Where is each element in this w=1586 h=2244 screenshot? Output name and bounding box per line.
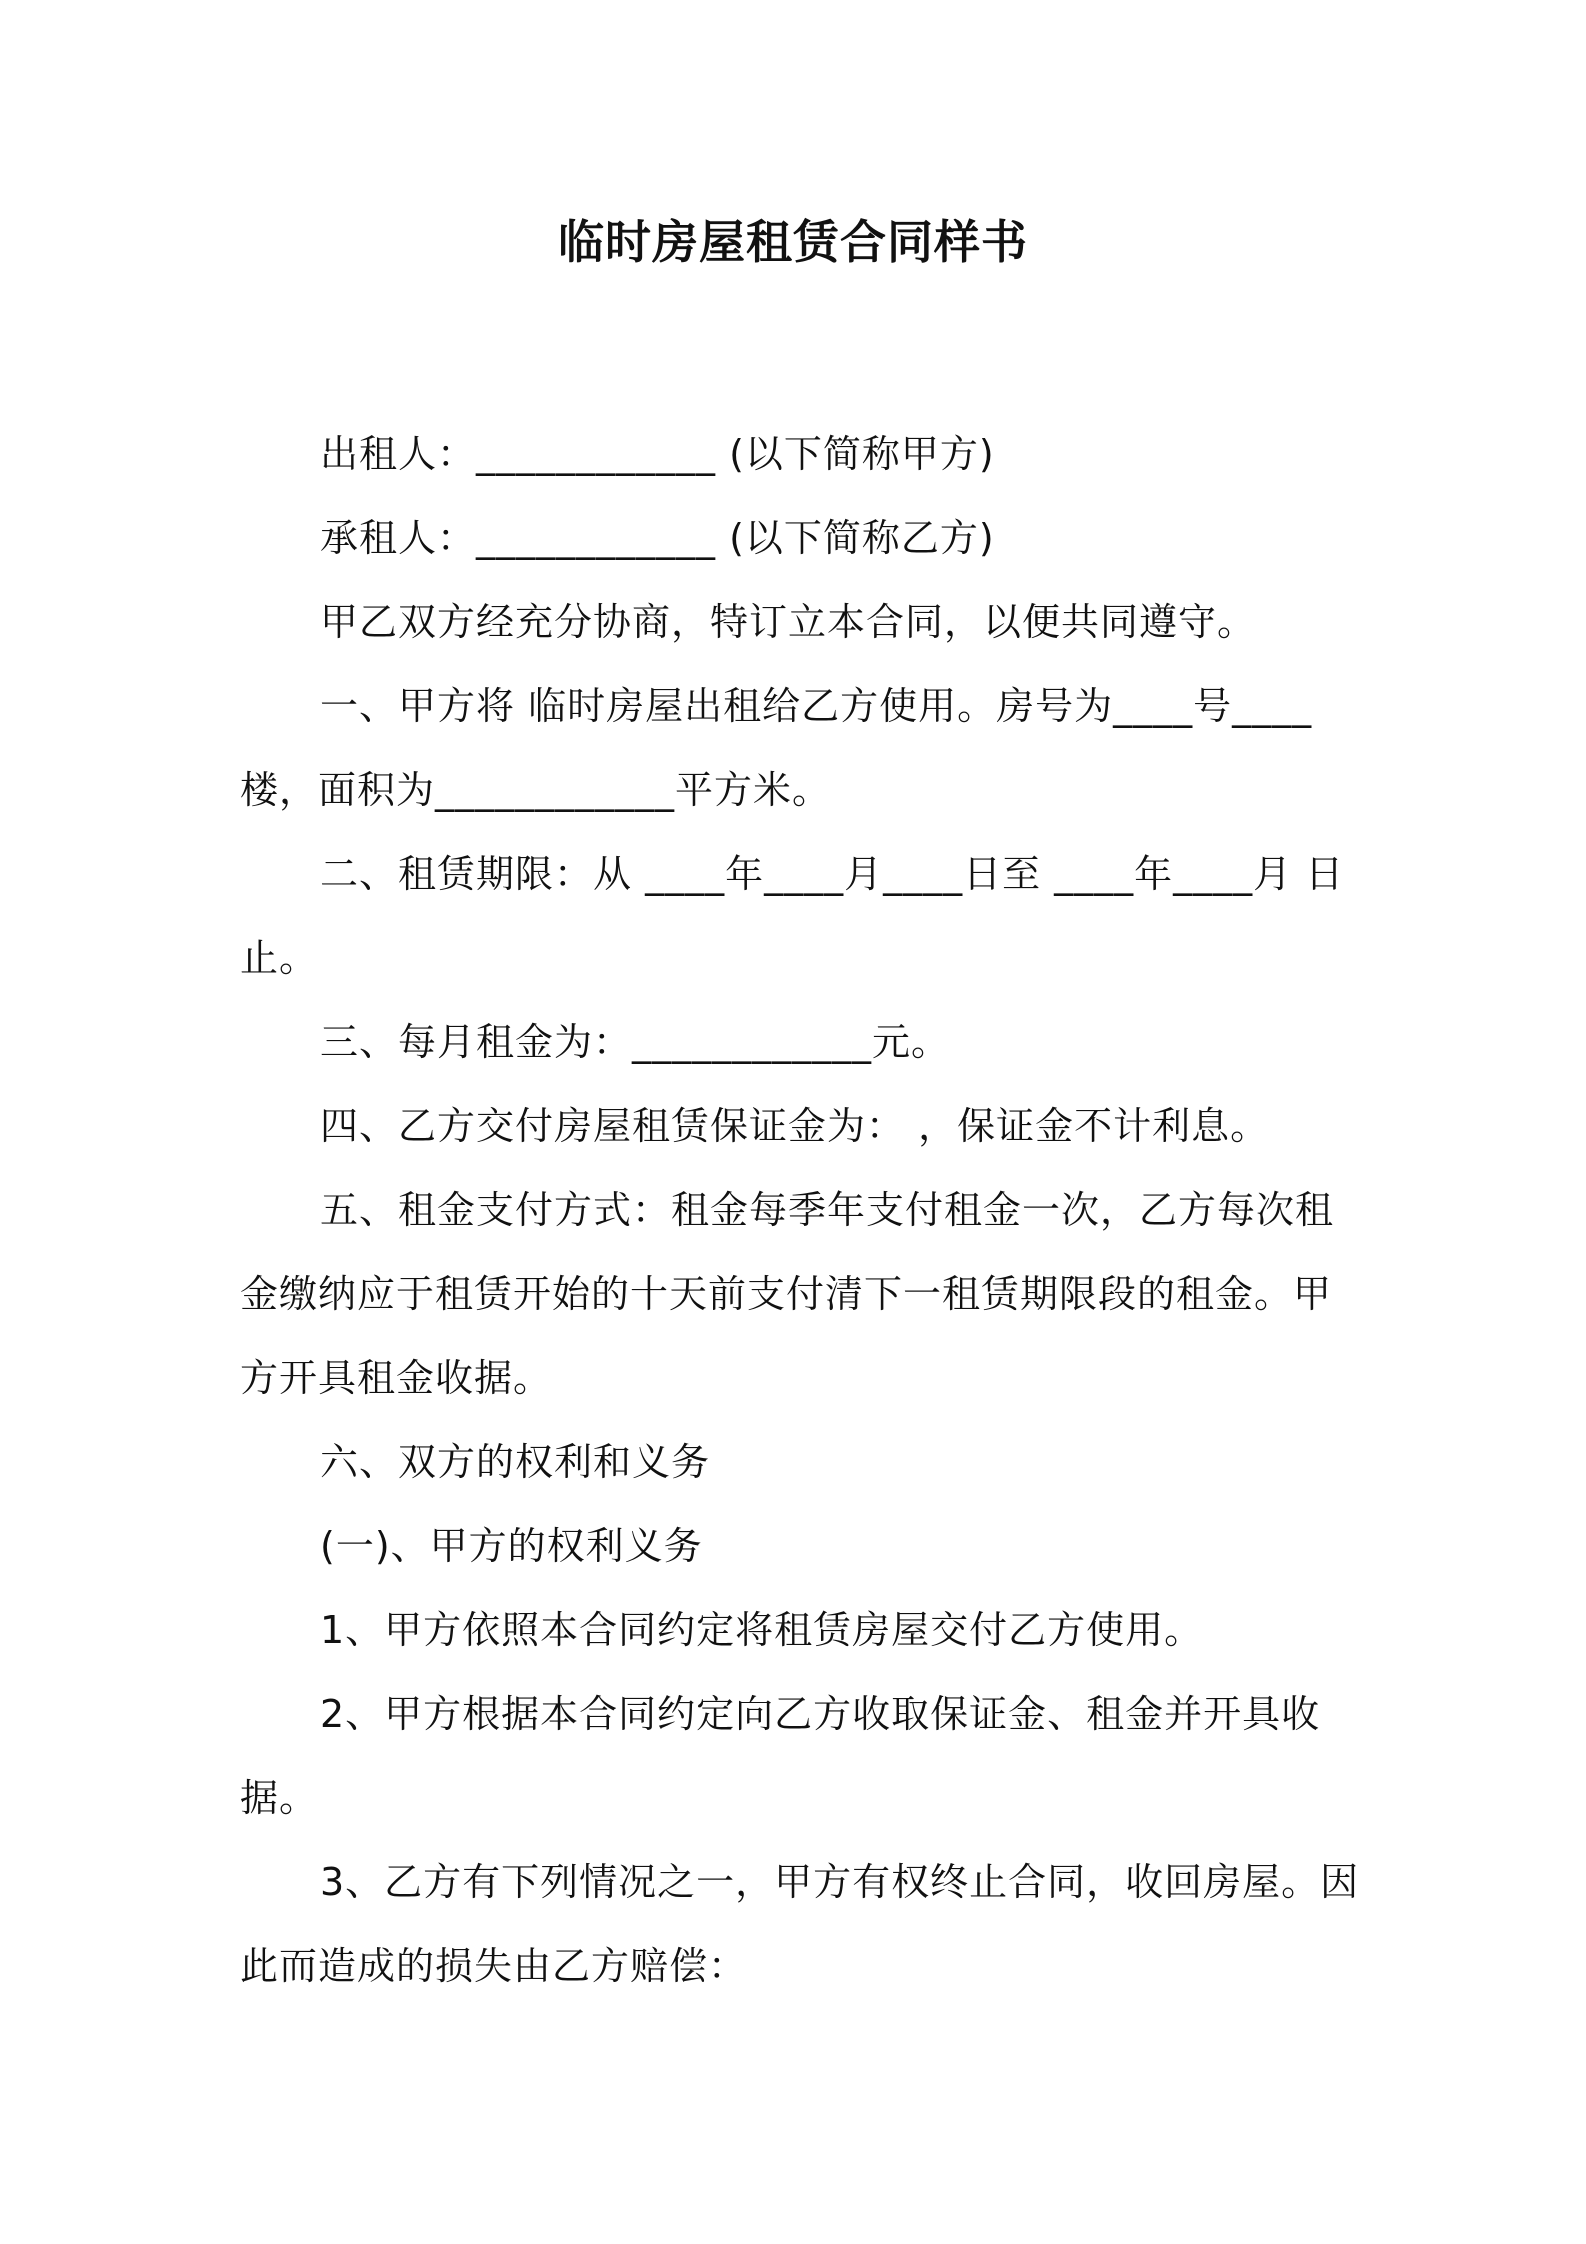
paragraph-clause-1: 一、甲方将 临时房屋出租给乙方使用。房号为____号____楼，面积为____________平方米。 — [240, 684, 1313, 812]
paragraph-clause-3: 三、每月租金为：____________元。 — [320, 1020, 951, 1064]
paragraph-item-3: 3、乙方有下列情况之一，甲方有权终止合同，收回房屋。因此而造成的损失由乙方赔偿： — [240, 1860, 1360, 1988]
paragraph-lessee: 承租人：____________ (以下简称乙方) — [320, 516, 995, 560]
paragraph-clause-6: 六、双方的权利和义务 — [320, 1440, 711, 1484]
paragraph-clause-2: 二、租赁期限：从 ____年____月____日至 ____年____月 日止。 — [240, 852, 1345, 980]
document-title: 临时房屋租赁合同样书 — [558, 215, 1028, 269]
paragraph-item-2: 2、甲方根据本合同约定向乙方收取保证金、租金并开具收据。 — [240, 1692, 1321, 1820]
paragraph-lessor: 出租人：____________ (以下简称甲方) — [320, 432, 995, 476]
paragraph-clause-5: 五、租金支付方式：租金每季年支付租金一次，乙方每次租金缴纳应于租赁开始的十天前支付清下一租赁期限段的租金。甲方开具租金收据。 — [240, 1188, 1335, 1400]
paragraph-subsection-1: (一)、甲方的权利义务 — [320, 1524, 703, 1568]
paragraph-item-1: 1、甲方依照本合同约定将租赁房屋交付乙方使用。 — [320, 1608, 1204, 1652]
paragraph-clause-4: 四、乙方交付房屋租赁保证金为： ，保证金不计利息。 — [320, 1104, 1270, 1148]
paragraph-agreement: 甲乙双方经充分协商，特订立本合同，以便共同遵守。 — [320, 600, 1257, 644]
